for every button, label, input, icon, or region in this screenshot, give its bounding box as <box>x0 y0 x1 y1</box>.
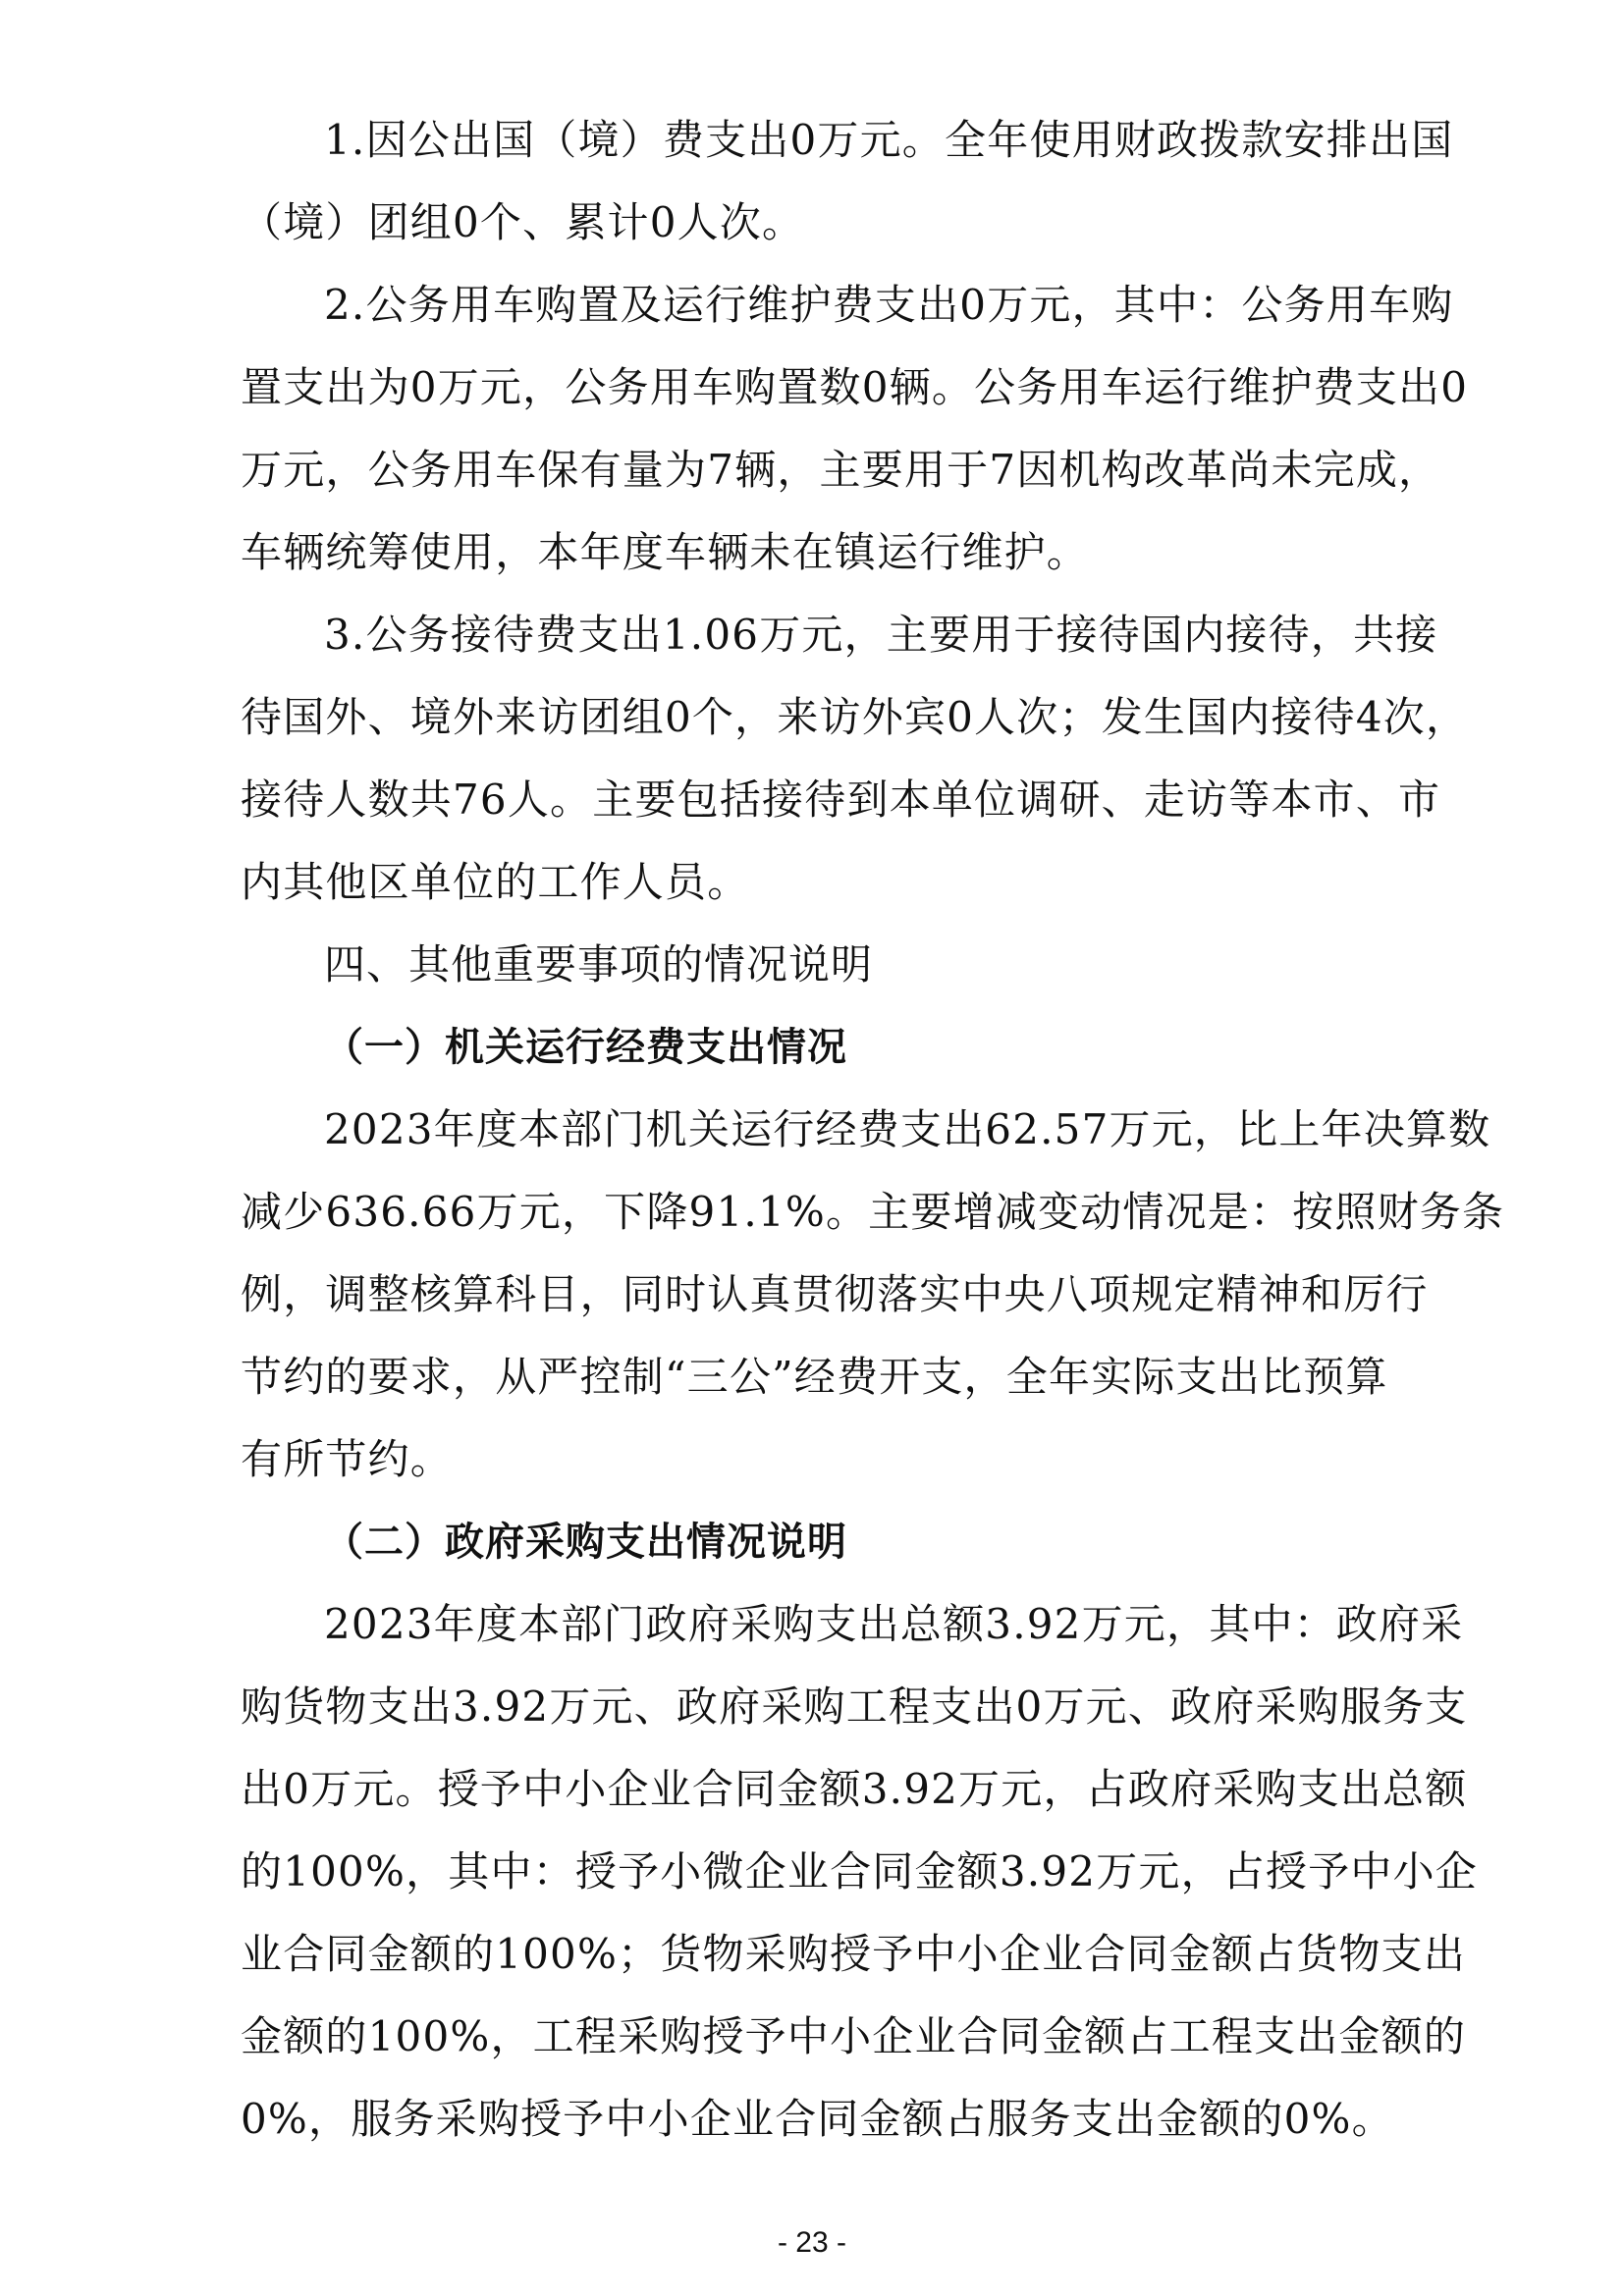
paragraph-line: 1.因公出国（境）费支出0万元。全年使用财政拨款安排出国 <box>324 116 1454 164</box>
paragraph-line: 待国外、境外来访团组0个，来访外宾0人次；发生国内接待4次， <box>241 693 1469 741</box>
paragraph-line: 万元，公务用车保有量为7辆，主要用于7因机构改革尚未完成， <box>241 446 1441 494</box>
subsection-heading: （一）机关运行经费支出情况 <box>324 1024 847 1070</box>
paragraph-line: 出0万元。授予中小企业合同金额3.92万元，占政府采购支出总额 <box>241 1765 1468 1813</box>
page-number: - 23 - <box>777 2226 847 2259</box>
paragraph-line: 2023年度本部门政府采购支出总额3.92万元，其中：政府采 <box>324 1600 1464 1648</box>
paragraph-line: 减少636.66万元，下降91.1%。主要增减变动情况是：按照财务条 <box>241 1188 1505 1236</box>
paragraph-line: 车辆统筹使用，本年度车辆未在镇运行维护。 <box>241 528 1090 576</box>
paragraph-line: 0%，服务采购授予中小企业合同金额占服务支出金额的0%。 <box>241 2095 1394 2143</box>
paragraph-line: 置支出为0万元，公务用车购置数0辆。公务用车运行维护费支出0 <box>241 363 1469 411</box>
paragraph-line: 2.公务用车购置及运行维护费支出0万元，其中：公务用车购 <box>324 281 1454 329</box>
paragraph-line: 购货物支出3.92万元、政府采购工程支出0万元、政府采购服务支 <box>241 1682 1468 1731</box>
paragraph-line: 的100%，其中：授予小微企业合同金额3.92万元，占授予中小企 <box>241 1847 1478 1896</box>
paragraph-line: 节约的要求，从严控制“三公”经费开支，全年实际支出比预算 <box>241 1353 1388 1401</box>
paragraph-line: 内其他区单位的工作人员。 <box>241 858 750 906</box>
paragraph-line: 接待人数共76人。主要包括接待到本单位调研、走访等本市、市 <box>241 775 1441 824</box>
paragraph-line: 业合同金额的100%；货物采购授予中小企业合同金额占货物支出 <box>241 1930 1467 1978</box>
paragraph-line: 3.公务接待费支出1.06万元，主要用于接待国内接待，共接 <box>324 611 1438 659</box>
section-heading: 四、其他重要事项的情况说明 <box>324 940 874 988</box>
subsection-heading: （二）政府采购支出情况说明 <box>324 1519 847 1565</box>
paragraph-line: 例，调整核算科目，同时认真贯彻落实中央八项规定精神和厉行 <box>241 1270 1429 1318</box>
paragraph-line: 有所节约。 <box>241 1435 454 1483</box>
paragraph-line: 金额的100%，工程采购授予中小企业合同金额占工程支出金额的 <box>241 2012 1467 2060</box>
paragraph-line: 2023年度本部门机关运行经费支出62.57万元，比上年决算数 <box>324 1105 1491 1153</box>
paragraph-line: （境）团组0个、累计0人次。 <box>241 198 805 246</box>
